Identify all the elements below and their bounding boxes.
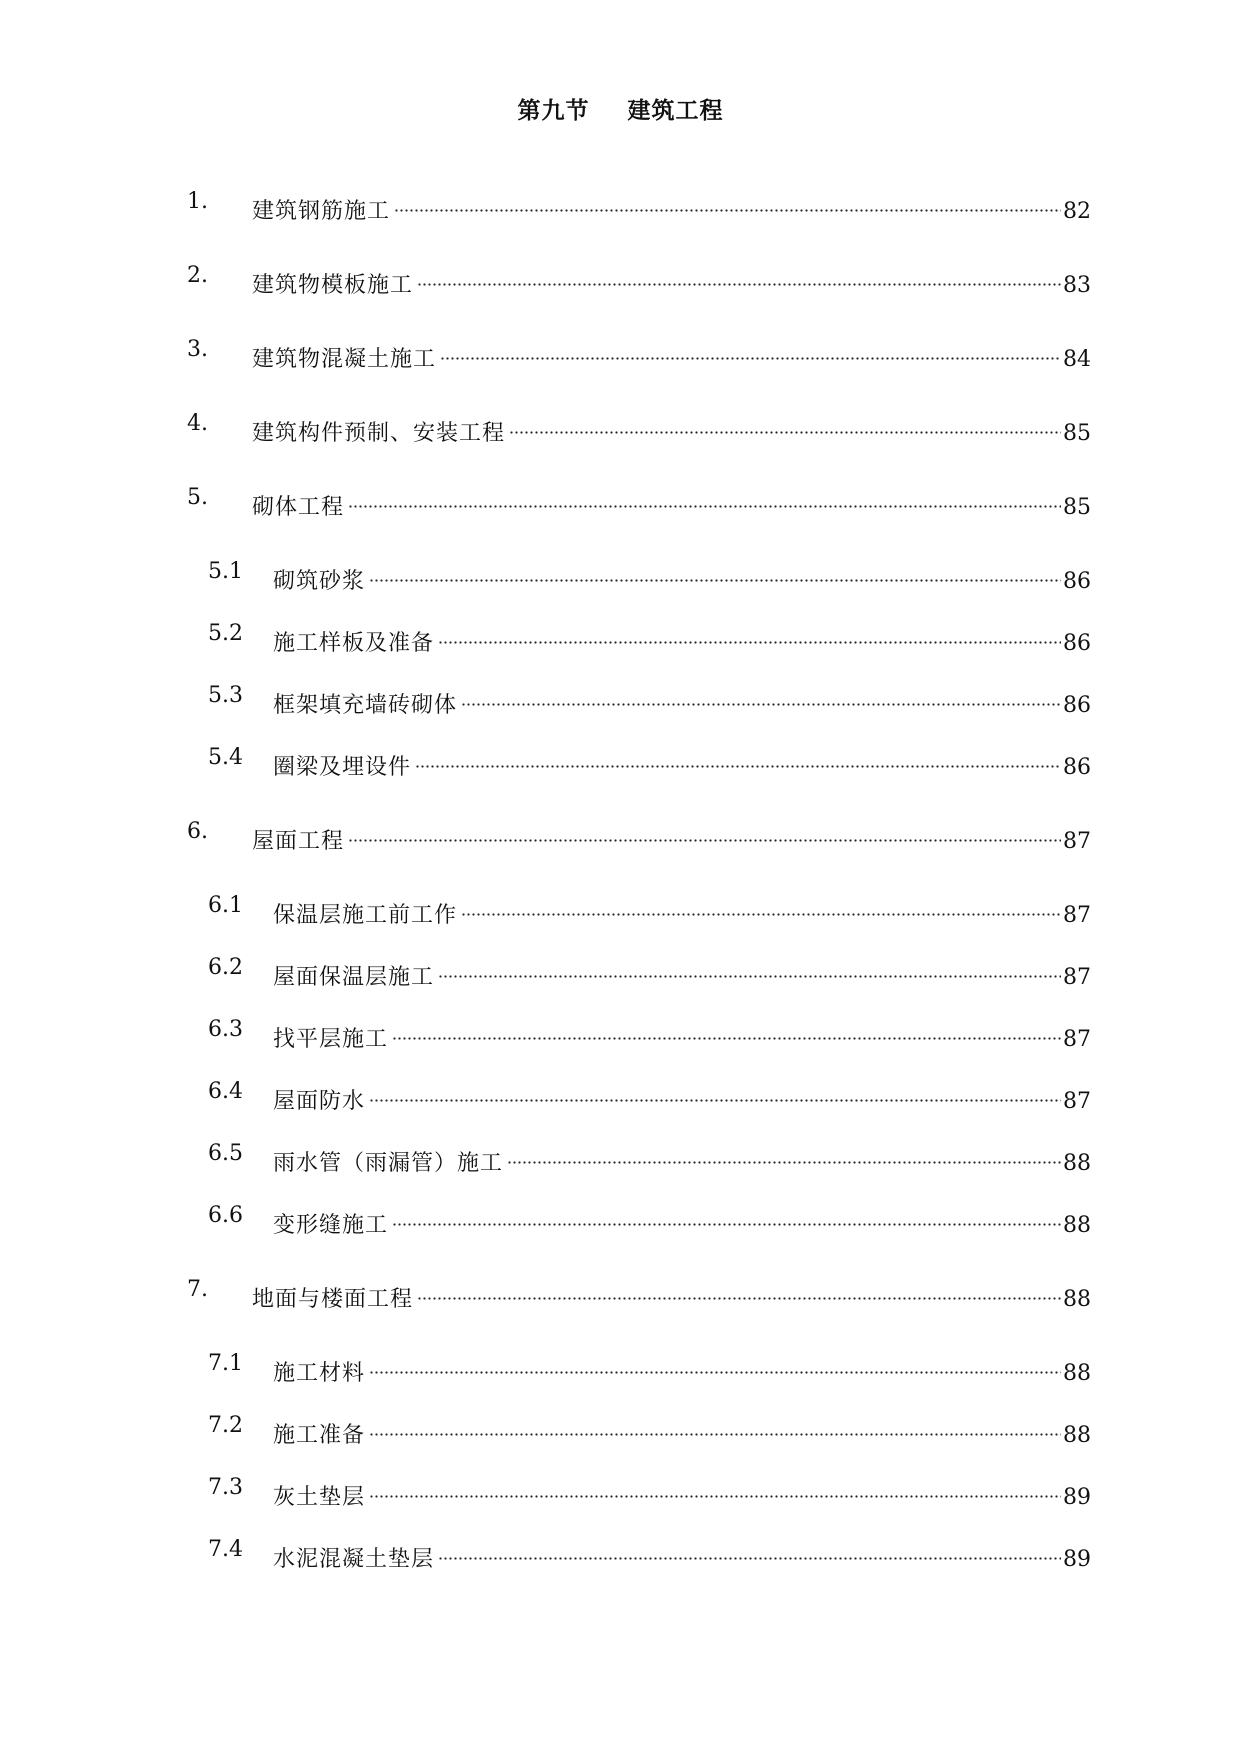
dot-leader (369, 1410, 1061, 1442)
toc-entry-number: 7.1 (208, 1351, 243, 1376)
dot-leader (438, 952, 1061, 984)
toc-entry-number: 5.3 (208, 683, 243, 708)
toc-entry-title: 圈梁及埋设件 (273, 755, 412, 780)
toc-entry-page: 88 (1063, 1213, 1091, 1238)
toc-entry-page: 87 (1063, 1089, 1091, 1114)
toc-entry[interactable] (0, 260, 1241, 298)
toc-entry[interactable] (0, 408, 1241, 446)
toc-entry-page: 88 (1063, 1287, 1091, 1312)
toc-entry-page: 85 (1063, 495, 1091, 520)
toc-entry[interactable] (0, 1200, 1241, 1238)
toc-entry-page: 85 (1063, 421, 1091, 446)
toc-entry-title: 建筑钢筋施工 (252, 199, 391, 224)
toc-entry-number: 3. (187, 337, 208, 362)
toc-entry-number: 6.2 (208, 955, 243, 980)
toc-entry-page: 86 (1063, 631, 1091, 656)
dot-leader (461, 680, 1061, 712)
dot-leader (509, 408, 1061, 440)
toc-entry-number: 6.4 (208, 1079, 243, 1104)
toc-entry[interactable] (0, 680, 1241, 718)
toc-entry-number: 7.4 (208, 1537, 243, 1562)
dot-leader (369, 1472, 1061, 1504)
dot-leader (369, 556, 1061, 588)
toc-entry[interactable] (0, 1274, 1241, 1312)
toc-entry-title: 建筑物混凝土施工 (252, 347, 437, 372)
toc-entry-title: 砌筑砂浆 (273, 569, 366, 594)
toc-entry-number: 1. (187, 189, 208, 214)
page-title (0, 96, 1241, 126)
toc-entry-page: 87 (1063, 829, 1091, 854)
toc-entry-number: 7.3 (208, 1475, 243, 1500)
dot-leader (461, 890, 1061, 922)
toc-entry-page: 89 (1063, 1547, 1091, 1572)
toc-entry[interactable] (0, 890, 1241, 928)
toc-entry[interactable] (0, 742, 1241, 780)
toc-entry-page: 83 (1063, 273, 1091, 298)
toc-entry[interactable] (0, 556, 1241, 594)
toc-entry-title: 地面与楼面工程 (252, 1287, 414, 1312)
dot-leader (415, 742, 1061, 774)
toc-entry[interactable] (0, 1014, 1241, 1052)
toc-entry-title: 变形缝施工 (273, 1213, 389, 1238)
toc-entry-page: 88 (1063, 1361, 1091, 1386)
toc-entry-number: 6.5 (208, 1141, 243, 1166)
toc-entry[interactable] (0, 186, 1241, 224)
toc-entry-title: 保温层施工前工作 (273, 903, 458, 928)
section-number: 第九节 (517, 98, 590, 124)
toc-entry-number: 5. (187, 485, 208, 510)
toc-entry-page: 86 (1063, 569, 1091, 594)
toc-entry-number: 6.6 (208, 1203, 243, 1228)
dot-leader (438, 618, 1061, 650)
toc-entry[interactable] (0, 334, 1241, 372)
toc-entry-number: 5.1 (208, 559, 243, 584)
dot-leader (417, 260, 1061, 292)
toc-entry-title: 屋面保温层施工 (273, 965, 435, 990)
toc-entry[interactable] (0, 482, 1241, 520)
dot-leader (348, 482, 1061, 514)
section-name: 建筑工程 (627, 98, 724, 124)
toc-entry-title: 建筑构件预制、安装工程 (252, 421, 506, 446)
toc-entry-page: 87 (1063, 965, 1091, 990)
toc-entry-title: 建筑物模板施工 (252, 273, 414, 298)
toc-entry-number: 2. (187, 263, 208, 288)
dot-leader (438, 1534, 1061, 1566)
toc-entry-title: 找平层施工 (273, 1027, 389, 1052)
toc-entry[interactable] (0, 1076, 1241, 1114)
toc-entry-page: 88 (1063, 1151, 1091, 1176)
toc-entry[interactable] (0, 816, 1241, 854)
toc-entry-page: 84 (1063, 347, 1091, 372)
toc-entry-page: 88 (1063, 1423, 1091, 1448)
toc-entry-number: 6. (187, 819, 208, 844)
toc-entry[interactable] (0, 1348, 1241, 1386)
toc-entry-number: 6.3 (208, 1017, 243, 1042)
toc-entry-number: 7.2 (208, 1413, 243, 1438)
toc-entry[interactable] (0, 1138, 1241, 1176)
dot-leader (369, 1076, 1061, 1108)
dot-leader (392, 1014, 1061, 1046)
toc-entry-number: 4. (187, 411, 208, 436)
toc-entry-number: 7. (187, 1277, 208, 1302)
toc-entry[interactable] (0, 1534, 1241, 1572)
toc-entry-page: 87 (1063, 903, 1091, 928)
toc-entry-title: 屋面工程 (252, 829, 345, 854)
dot-leader (392, 1200, 1061, 1232)
toc-entry-page: 87 (1063, 1027, 1091, 1052)
toc-entry-page: 86 (1063, 693, 1091, 718)
toc-entry-page: 86 (1063, 755, 1091, 780)
toc-entry-number: 6.1 (208, 893, 243, 918)
toc-entry-title: 施工准备 (273, 1423, 366, 1448)
dot-leader (394, 186, 1061, 218)
toc-entry-title: 施工样板及准备 (273, 631, 435, 656)
dot-leader (440, 334, 1061, 366)
toc-entry-title: 水泥混凝土垫层 (273, 1547, 435, 1572)
toc-entry[interactable] (0, 952, 1241, 990)
toc-entry-title: 雨水管（雨漏管）施工 (273, 1151, 504, 1176)
toc-entry-number: 5.2 (208, 621, 243, 646)
toc-entry-number: 5.4 (208, 745, 243, 770)
toc-entry-page: 82 (1063, 199, 1091, 224)
dot-leader (417, 1274, 1061, 1306)
dot-leader (348, 816, 1061, 848)
toc-entry[interactable] (0, 618, 1241, 656)
toc-entry[interactable] (0, 1410, 1241, 1448)
toc-entry-title: 框架填充墙砖砌体 (273, 693, 458, 718)
toc-entry-title: 施工材料 (273, 1361, 366, 1386)
toc-entry[interactable] (0, 1472, 1241, 1510)
toc-entry-title: 屋面防水 (273, 1089, 366, 1114)
toc-entry-title: 灰土垫层 (273, 1485, 366, 1510)
dot-leader (507, 1138, 1061, 1170)
toc-entry-page: 89 (1063, 1485, 1091, 1510)
toc-entry-title: 砌体工程 (252, 495, 345, 520)
dot-leader (369, 1348, 1061, 1380)
